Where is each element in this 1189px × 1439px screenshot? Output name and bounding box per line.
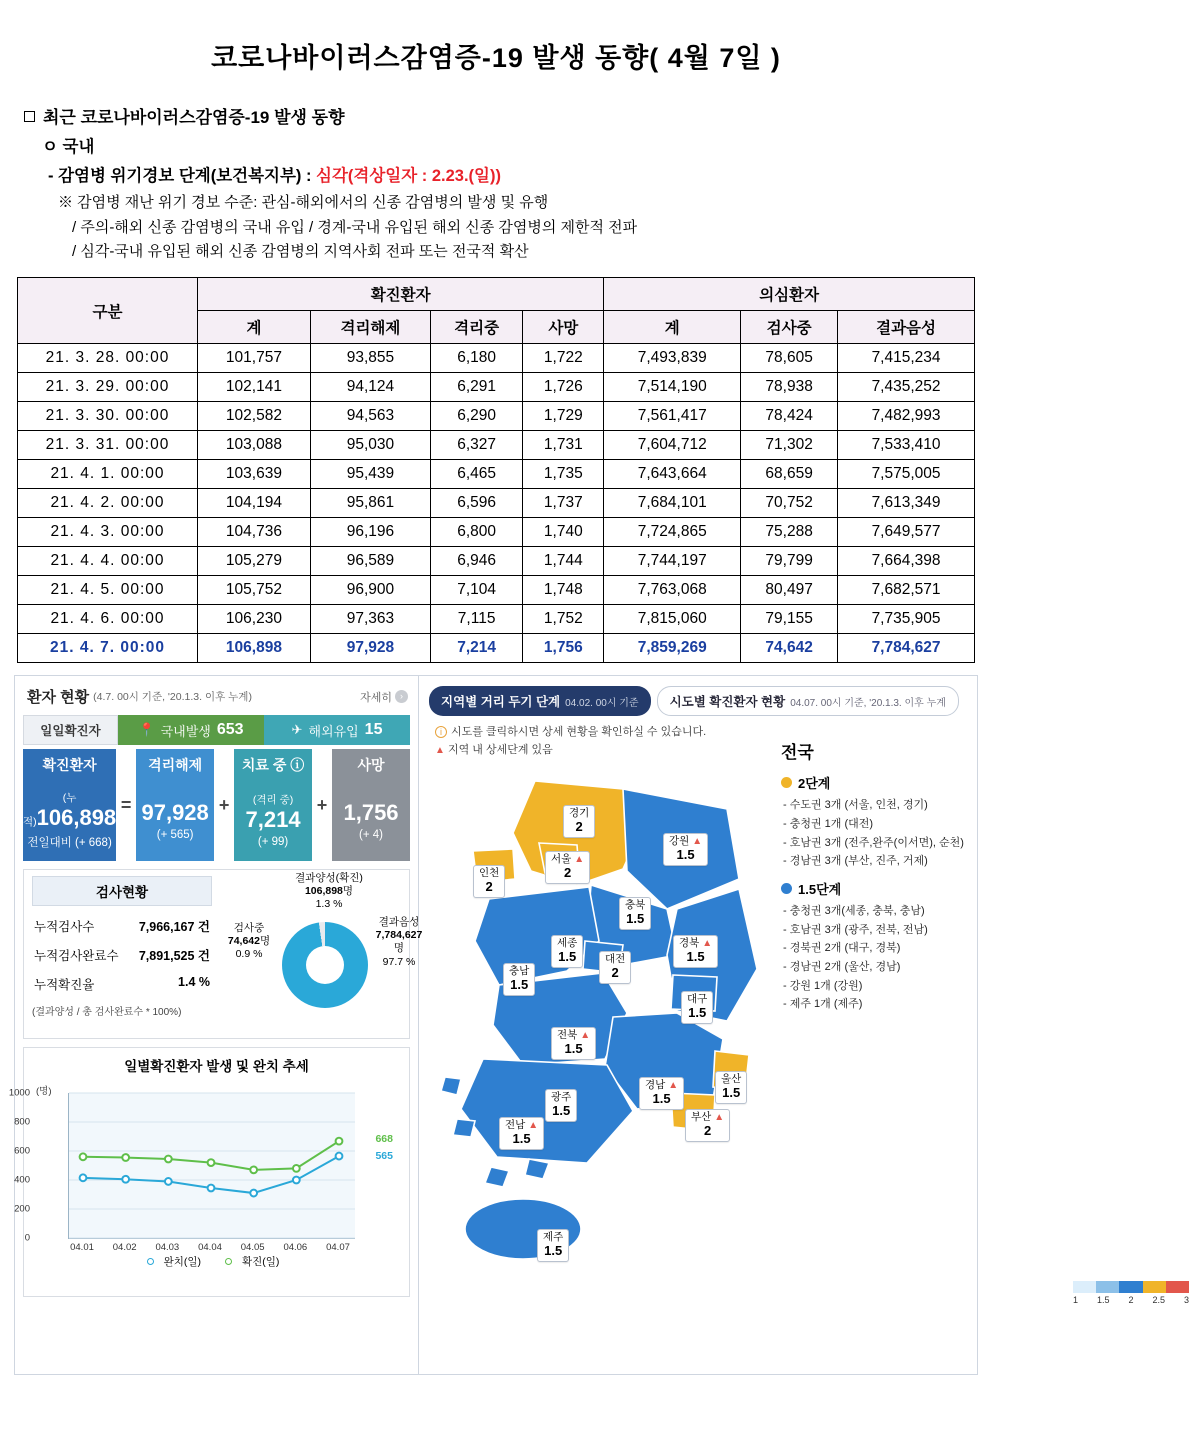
region-tag[interactable]: 경남 ▲ 1.5 bbox=[639, 1077, 684, 1110]
region-tag[interactable]: 전북 ▲ 1.5 bbox=[551, 1027, 596, 1060]
cell-value: 7,575,005 bbox=[838, 460, 975, 489]
header-suspect-total: 계 bbox=[604, 311, 741, 344]
table-row bbox=[18, 431, 975, 460]
donut-label-negative: 결과음성 7,784,627 명 97.7 % bbox=[375, 916, 423, 968]
stage-group-item: - 충청권 1개 (대전) bbox=[783, 817, 874, 830]
alert-level-text: 심각(격상일자 : 2.23.(일)) bbox=[316, 166, 501, 185]
map-legend bbox=[1073, 1281, 1189, 1305]
test-row-1: 누적검사완료수 7,891,525 건 bbox=[34, 949, 210, 964]
stage-group-item: - 강원 1개 (강원) bbox=[783, 979, 863, 992]
stage-color-dot bbox=[781, 777, 792, 788]
region-tag[interactable]: 부산 ▲ 2 bbox=[685, 1109, 730, 1142]
x-axis-tick: 04.04 bbox=[198, 1242, 222, 1254]
box-released-value: 97,928 bbox=[141, 799, 209, 825]
stage-color-dot bbox=[781, 883, 792, 894]
series-point bbox=[208, 1159, 215, 1166]
cell-value: 7,643,664 bbox=[604, 460, 741, 489]
y-axis-tick: 800 bbox=[14, 1116, 30, 1128]
patient-status-panel bbox=[8, 676, 423, 1374]
box-death-title: 사망 bbox=[357, 757, 385, 774]
cell-value: 7,493,839 bbox=[604, 344, 741, 373]
region-tag[interactable]: 서울 ▲ 2 bbox=[545, 851, 590, 884]
stage-group-label: 2단계 bbox=[798, 776, 831, 792]
box-confirmed-value: 106,898 bbox=[36, 805, 117, 831]
operator-equals: = bbox=[116, 749, 136, 861]
cell-value: 75,288 bbox=[741, 518, 838, 547]
intro-line-3: - 감염병 위기경보 단계(보건복지부) : 심각(격상일자 : 2.23.(일)) bbox=[48, 166, 501, 185]
cell-value: 6,465 bbox=[430, 460, 522, 489]
cell-value: 1,756 bbox=[523, 634, 604, 663]
header-death: 사망 bbox=[523, 311, 604, 344]
cell-date: 21. 3. 30. 00:00 bbox=[18, 402, 198, 431]
stage-group-header bbox=[781, 773, 969, 792]
cell-value: 105,752 bbox=[198, 576, 311, 605]
patient-status-title: 환자 현황 bbox=[27, 689, 90, 707]
table-row bbox=[18, 402, 975, 431]
cell-value: 7,214 bbox=[430, 634, 522, 663]
legend-numbers bbox=[1073, 1295, 1189, 1305]
intro-line-4: ※ 감염병 재난 위기 경보 수준: 관심-해외에서의 신종 감염병의 발생 및 유행 bbox=[58, 194, 549, 212]
series-point bbox=[165, 1178, 172, 1185]
cell-value: 7,649,577 bbox=[838, 518, 975, 547]
details-link[interactable] bbox=[360, 689, 408, 705]
box-treating-value: 7,214 bbox=[245, 807, 301, 833]
x-axis-tick: 04.02 bbox=[112, 1242, 137, 1254]
stage-group-header bbox=[781, 879, 969, 898]
cell-value: 6,180 bbox=[430, 344, 522, 373]
series-point bbox=[250, 1190, 257, 1197]
box-treating-title: 치료 중 ⓘ bbox=[241, 757, 305, 774]
box-confirmed-prefix: (누적) bbox=[23, 792, 77, 829]
region-tag[interactable]: 세종 1.5 bbox=[551, 935, 583, 968]
header-testing: 검사중 bbox=[741, 311, 838, 344]
cell-date: 21. 3. 31. 00:00 bbox=[18, 431, 198, 460]
cell-value: 1,726 bbox=[523, 373, 604, 402]
cell-value: 7,415,234 bbox=[838, 344, 975, 373]
legend-confirmed: 확진(일) bbox=[225, 1256, 286, 1268]
region-tag[interactable]: 경북 ▲ 1.5 bbox=[673, 935, 718, 968]
table-row bbox=[18, 576, 975, 605]
box-death-delta: (+ 4) bbox=[359, 828, 383, 841]
cell-value: 7,104 bbox=[430, 576, 522, 605]
cell-value: 1,744 bbox=[523, 547, 604, 576]
cell-value: 7,533,410 bbox=[838, 431, 975, 460]
trend-chart bbox=[8, 1079, 399, 1269]
region-tag[interactable]: 전남 ▲ 1.5 bbox=[499, 1117, 544, 1150]
table-row bbox=[18, 634, 975, 663]
y-axis-tick: 600 bbox=[14, 1145, 30, 1157]
stage-group-items bbox=[779, 902, 969, 1014]
legend-number: 3 bbox=[1183, 1295, 1189, 1306]
series-point bbox=[336, 1153, 343, 1160]
page-title: 코로나바이러스감염증-19 발생 동향( 4월 7일 ) bbox=[211, 43, 781, 73]
region-tag[interactable]: 강원 ▲ 1.5 bbox=[663, 833, 708, 866]
trend-plot-area bbox=[68, 1093, 355, 1239]
series-point bbox=[122, 1154, 129, 1161]
x-axis-tick: 04.05 bbox=[240, 1242, 265, 1254]
box-released-delta: (+ 565) bbox=[156, 828, 194, 841]
cell-value: 103,088 bbox=[198, 431, 311, 460]
box-treating-delta: (+ 99) bbox=[257, 836, 289, 849]
box-death bbox=[332, 749, 410, 861]
cell-date: 21. 4. 5. 00:00 bbox=[18, 576, 198, 605]
box-treating-prefix: (격리 중) bbox=[252, 794, 294, 807]
details-link-label: 자세히 bbox=[360, 691, 392, 704]
cell-value: 7,613,349 bbox=[838, 489, 975, 518]
info-circle-icon: i bbox=[435, 726, 447, 738]
cell-value: 1,731 bbox=[523, 431, 604, 460]
y-axis-tick: 400 bbox=[14, 1174, 30, 1186]
cell-value: 6,596 bbox=[430, 489, 522, 518]
cell-value: 95,030 bbox=[310, 431, 430, 460]
stage-group-item: - 충청권 3개(세종, 충북, 충남) bbox=[783, 904, 925, 917]
stage-groups bbox=[779, 773, 969, 1014]
legend-number: 2.5 bbox=[1152, 1295, 1165, 1306]
intro-line-1: 최근 코로나바이러스감염증-19 발생 동향 bbox=[24, 105, 978, 131]
legend-number: 1 bbox=[1073, 1295, 1079, 1306]
header-released: 격리해제 bbox=[310, 311, 430, 344]
header-isolated: 격리중 bbox=[430, 311, 522, 344]
cell-value: 70,752 bbox=[741, 489, 838, 518]
cell-value: 1,748 bbox=[523, 576, 604, 605]
test-status-panel bbox=[23, 869, 423, 1039]
legend-number: 1.5 bbox=[1096, 1295, 1110, 1306]
intro-line-5: / 주의-해외 신종 감염병의 국내 유입 / 경계-국내 유입된 해외 신종 감염병의 제한적 전파 bbox=[72, 218, 638, 236]
cell-value: 94,124 bbox=[310, 373, 430, 402]
map-panel bbox=[419, 676, 1189, 1374]
table-row bbox=[18, 489, 975, 518]
box-confirmed bbox=[23, 749, 116, 861]
cell-value: 6,290 bbox=[430, 402, 522, 431]
stage-group-item: - 제주 1개 (제주) bbox=[783, 998, 863, 1011]
cell-value: 7,561,417 bbox=[604, 402, 741, 431]
map-header bbox=[419, 676, 977, 716]
trend-chart-panel bbox=[8, 1047, 410, 1297]
y-axis-label: (명) bbox=[36, 1086, 52, 1098]
cell-value: 7,763,068 bbox=[604, 576, 741, 605]
series-point bbox=[122, 1176, 129, 1183]
region-tag[interactable]: 충남 1.5 bbox=[503, 963, 535, 996]
cell-date: 21. 4. 4. 00:00 bbox=[18, 547, 198, 576]
table-row bbox=[18, 460, 975, 489]
region-tag[interactable]: 울산 1.5 bbox=[715, 1071, 747, 1104]
test-status-title: 검사현황 bbox=[32, 876, 212, 906]
test-donut-chart bbox=[220, 870, 423, 1038]
summary-boxes bbox=[23, 749, 410, 861]
cell-value: 95,861 bbox=[310, 489, 430, 518]
cell-value: 1,752 bbox=[523, 605, 604, 634]
x-axis-tick: 04.07 bbox=[326, 1242, 350, 1254]
map-note-1: i 시도를 클릭하시면 상세 현황을 확인하실 수 있습니다. bbox=[435, 724, 977, 742]
daily-confirmed-label: 일일확진자 bbox=[23, 715, 118, 745]
trend-end-label-recovered: 565 bbox=[375, 1150, 393, 1163]
warning-triangle-icon: ▲ bbox=[435, 744, 445, 756]
distance-stage-pill[interactable]: 지역별 거리 두기 단계 04.02. 00시 기준 bbox=[429, 686, 651, 716]
table-row bbox=[18, 605, 975, 634]
cell-value: 95,439 bbox=[310, 460, 430, 489]
document-page bbox=[0, 36, 1189, 1439]
region-tag[interactable]: 경기 2 bbox=[563, 805, 595, 838]
cell-value: 94,563 bbox=[310, 402, 430, 431]
region-tag[interactable]: 제주 1.5 bbox=[537, 1229, 569, 1262]
cell-date: 21. 3. 29. 00:00 bbox=[18, 373, 198, 402]
cell-value: 6,946 bbox=[430, 547, 522, 576]
imported-cases bbox=[264, 715, 410, 745]
dashboard-panel bbox=[8, 675, 1189, 1375]
cell-date: 21. 4. 6. 00:00 bbox=[18, 605, 198, 634]
cell-value: 80,497 bbox=[741, 576, 838, 605]
operator-plus-1: + bbox=[214, 749, 234, 861]
stage-group-item: - 호남권 3개 (광주, 전북, 전남) bbox=[783, 923, 928, 936]
cell-value: 105,279 bbox=[198, 547, 311, 576]
domestic-label: 국내발생 bbox=[160, 723, 211, 739]
intro-line-2: ㅇ 국내 bbox=[42, 138, 95, 157]
cell-value: 7,815,060 bbox=[604, 605, 741, 634]
cell-value: 103,639 bbox=[198, 460, 311, 489]
series-point bbox=[293, 1177, 300, 1184]
region-tag[interactable]: 대전 2 bbox=[599, 951, 631, 984]
table-group-header-row bbox=[18, 278, 975, 311]
table-row bbox=[18, 518, 975, 547]
stage-group-item: - 경남권 3개 (부산, 진주, 거제) bbox=[783, 855, 928, 868]
cell-value: 97,928 bbox=[310, 634, 430, 663]
cell-value: 78,938 bbox=[741, 373, 838, 402]
cell-value: 7,514,190 bbox=[604, 373, 741, 402]
box-confirmed-title: 확진환자 bbox=[23, 749, 116, 779]
test-row-2: 누적확진율 1.4 % bbox=[34, 975, 210, 993]
cell-value: 1,729 bbox=[523, 402, 604, 431]
donut-icon bbox=[282, 922, 368, 1008]
header-gubun: 구분 bbox=[18, 278, 198, 344]
intro-block bbox=[14, 105, 978, 263]
series-point bbox=[80, 1154, 87, 1161]
stage-summary-panel bbox=[779, 732, 969, 1014]
cell-value: 102,582 bbox=[198, 402, 311, 431]
cell-value: 106,230 bbox=[198, 605, 311, 634]
cell-value: 7,859,269 bbox=[604, 634, 741, 663]
cell-date: 21. 3. 28. 00:00 bbox=[18, 344, 198, 373]
x-axis-tick: 04.06 bbox=[283, 1242, 308, 1254]
square-bullet-icon bbox=[24, 111, 35, 122]
cell-value: 97,363 bbox=[310, 605, 430, 634]
stage-group-item: - 경북권 2개 (대구, 경북) bbox=[783, 942, 901, 955]
trend-legend bbox=[34, 1254, 399, 1269]
cell-date: 21. 4. 2. 00:00 bbox=[18, 489, 198, 518]
statistics-table bbox=[17, 277, 975, 663]
cell-date: 21. 4. 7. 00:00 bbox=[18, 634, 198, 663]
legend-number: 2 bbox=[1128, 1295, 1134, 1306]
stage-summary-title: 전국 bbox=[781, 743, 814, 763]
cell-value: 101,757 bbox=[198, 344, 311, 373]
cell-value: 79,155 bbox=[741, 605, 838, 634]
stage-group-items bbox=[779, 796, 969, 871]
series-point bbox=[208, 1185, 215, 1192]
table-body bbox=[18, 344, 975, 663]
cell-value: 102,141 bbox=[198, 373, 311, 402]
cell-value: 7,435,252 bbox=[838, 373, 975, 402]
test-note: (결과양성 / 총 검사완료수 * 100%) bbox=[32, 1007, 182, 1019]
header-confirmed-group: 확진환자 bbox=[198, 278, 604, 311]
cell-value: 78,605 bbox=[741, 344, 838, 373]
header-negative: 결과음성 bbox=[838, 311, 975, 344]
cell-value: 1,740 bbox=[523, 518, 604, 547]
table-row bbox=[18, 547, 975, 576]
cell-value: 7,684,101 bbox=[604, 489, 741, 518]
location-pin-icon: 📍 bbox=[138, 722, 155, 738]
map-note-2: ▲ 지역 내 상세단계 있음 bbox=[435, 743, 553, 756]
cell-value: 6,327 bbox=[430, 431, 522, 460]
cell-value: 106,898 bbox=[198, 634, 311, 663]
x-axis-tick: 04.01 bbox=[70, 1242, 94, 1254]
cell-value: 74,642 bbox=[741, 634, 838, 663]
regional-cases-pill[interactable]: 시도별 확진환자 현황 04.07. 00시 기준, '20.1.3. 이후 누계 bbox=[657, 686, 959, 716]
cell-value: 96,196 bbox=[310, 518, 430, 547]
region-tag[interactable]: 광주 1.5 bbox=[545, 1089, 577, 1122]
cell-value: 104,194 bbox=[198, 489, 311, 518]
region-tag[interactable]: 인천 2 bbox=[473, 865, 505, 898]
y-axis-tick: 1000 bbox=[8, 1087, 30, 1099]
cell-value: 7,735,905 bbox=[838, 605, 975, 634]
donut-label-positive: 결과양성(확진) 106,898명 1.3 % bbox=[295, 872, 363, 911]
trend-chart-title: 일별확진환자 발생 및 완치 추세 bbox=[124, 1059, 309, 1075]
chevron-right-icon: › bbox=[395, 690, 408, 703]
test-row-0: 누적검사수 7,966,167 건 bbox=[34, 920, 210, 935]
series-point bbox=[250, 1167, 257, 1174]
cell-value: 7,664,398 bbox=[838, 547, 975, 576]
series-point bbox=[336, 1138, 343, 1145]
legend-color-bars bbox=[1073, 1281, 1189, 1293]
cell-value: 68,659 bbox=[741, 460, 838, 489]
cell-value: 96,900 bbox=[310, 576, 430, 605]
region-tag[interactable]: 대구 1.5 bbox=[681, 991, 713, 1024]
cell-value: 6,800 bbox=[430, 518, 522, 547]
cell-value: 7,744,197 bbox=[604, 547, 741, 576]
cell-value: 7,784,627 bbox=[838, 634, 975, 663]
intro-line-6: / 심각-국내 유입된 해외 신종 감염병의 지역사회 전파 또는 전국적 확산 bbox=[72, 242, 529, 260]
cell-value: 93,855 bbox=[310, 344, 430, 373]
korea-map-svg bbox=[427, 759, 779, 1319]
cell-value: 7,115 bbox=[430, 605, 522, 634]
x-axis-tick: 04.03 bbox=[155, 1242, 180, 1254]
cell-value: 7,482,993 bbox=[838, 402, 975, 431]
stage-group-item: - 호남권 3개 (전주,완주(이서면), 순천) bbox=[783, 836, 964, 849]
cell-value: 1,735 bbox=[523, 460, 604, 489]
donut-label-testing: 검사중 74,642명 0.9 % bbox=[227, 922, 271, 961]
daily-confirmed-bar bbox=[23, 715, 410, 745]
y-axis-tick: 0 bbox=[24, 1232, 30, 1244]
stage-group-label: 1.5단계 bbox=[798, 881, 842, 897]
cell-date: 21. 4. 3. 00:00 bbox=[18, 518, 198, 547]
cell-value: 7,724,865 bbox=[604, 518, 741, 547]
patient-status-subtitle: (4.7. 00시 기준, '20.1.3. 이후 누계) bbox=[93, 691, 252, 704]
cell-value: 104,736 bbox=[198, 518, 311, 547]
imported-label: 해외유입 bbox=[308, 723, 359, 739]
cell-value: 7,682,571 bbox=[838, 576, 975, 605]
cell-value: 79,799 bbox=[741, 547, 838, 576]
cell-value: 7,604,712 bbox=[604, 431, 741, 460]
cell-value: 96,589 bbox=[310, 547, 430, 576]
patient-status-header bbox=[15, 676, 418, 711]
header-confirmed-total: 계 bbox=[198, 311, 311, 344]
cell-value: 1,722 bbox=[523, 344, 604, 373]
domestic-value: 653 bbox=[216, 721, 244, 739]
cell-value: 1,737 bbox=[523, 489, 604, 518]
box-treating bbox=[234, 749, 312, 861]
cell-date: 21. 4. 1. 00:00 bbox=[18, 460, 198, 489]
series-point bbox=[80, 1175, 87, 1182]
series-point bbox=[165, 1156, 172, 1163]
y-axis-tick: 200 bbox=[14, 1203, 30, 1215]
box-released bbox=[136, 749, 214, 861]
table-row bbox=[18, 344, 975, 373]
box-released-title: 격리해제 bbox=[148, 757, 203, 774]
box-confirmed-delta: 전일대비 (+ 668) bbox=[27, 837, 112, 850]
info-icon[interactable]: ⓘ bbox=[290, 757, 305, 774]
header-suspect-group: 의심환자 bbox=[604, 278, 975, 311]
box-death-value: 1,756 bbox=[343, 799, 399, 825]
trend-end-label-confirmed: 668 bbox=[375, 1133, 393, 1146]
operator-plus-2: + bbox=[312, 749, 332, 861]
stage-group-item: - 경남권 2개 (울산, 경남) bbox=[783, 961, 901, 974]
legend-recovered: 완치(일) bbox=[147, 1256, 208, 1268]
domestic-cases bbox=[118, 715, 264, 745]
stage-group-item: - 수도권 3개 (서울, 인천, 경기) bbox=[783, 799, 928, 812]
trend-chart-svg bbox=[69, 1093, 355, 1238]
airplane-icon: ✈ bbox=[291, 722, 303, 738]
table-row bbox=[18, 373, 975, 402]
cell-value: 71,302 bbox=[741, 431, 838, 460]
cell-value: 6,291 bbox=[430, 373, 522, 402]
imported-value: 15 bbox=[364, 721, 383, 739]
cell-value: 78,424 bbox=[741, 402, 838, 431]
region-tag[interactable]: 충북 1.5 bbox=[619, 897, 651, 930]
series-point bbox=[293, 1165, 300, 1172]
